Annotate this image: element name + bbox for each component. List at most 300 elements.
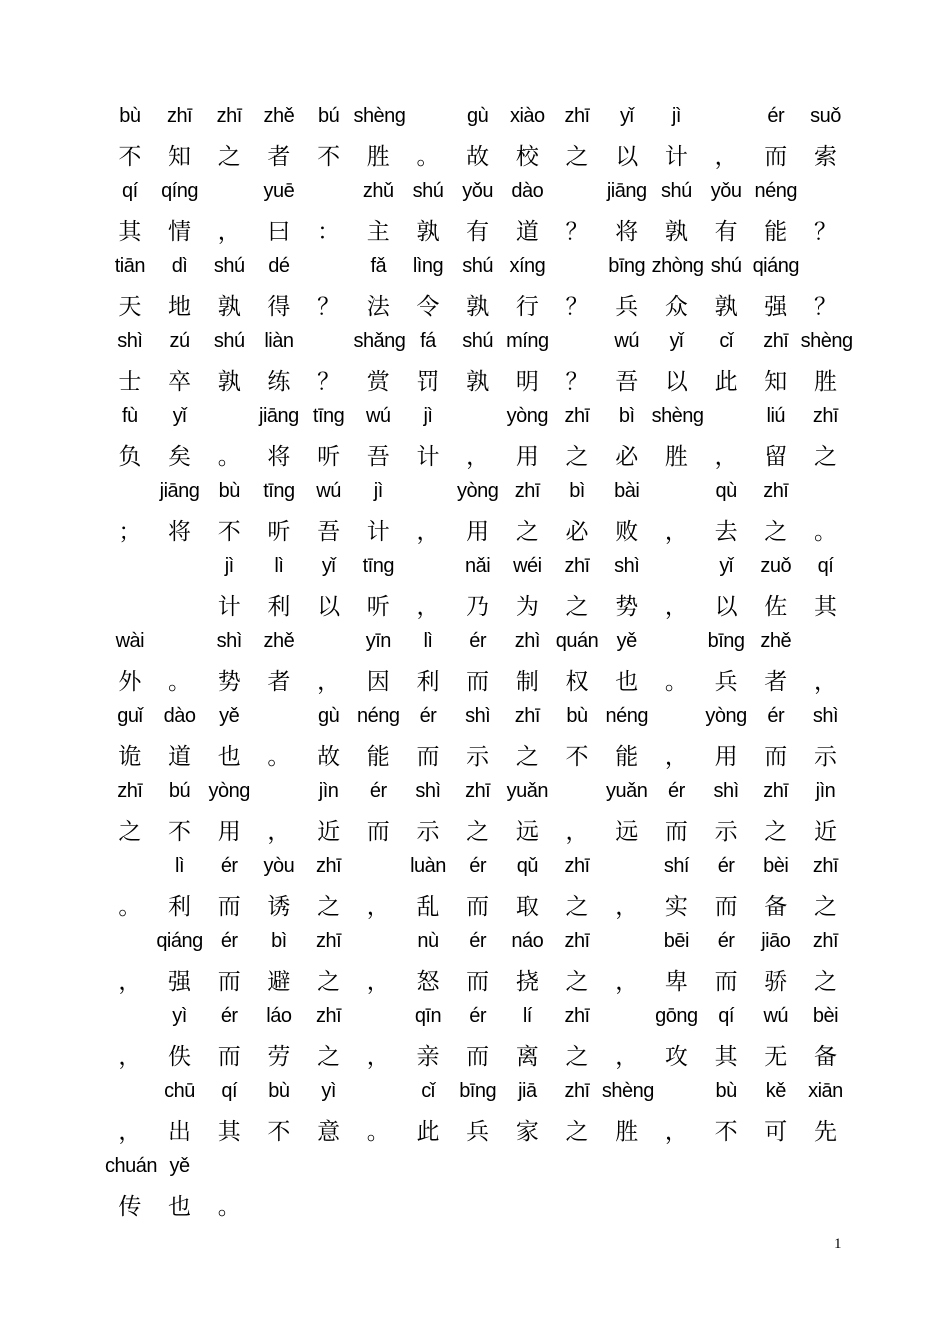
hanzi-character: 佐 (764, 593, 788, 620)
pinyin-syllable: jì (423, 405, 433, 428)
hanzi-character: 备 (813, 1043, 837, 1070)
hanzi-character: 将 (168, 518, 192, 545)
hanzi-character: ： (317, 218, 341, 245)
hanzi-character: 法 (366, 293, 390, 320)
hanzi-character: 以 (714, 593, 738, 620)
hanzi-character: 而 (714, 968, 738, 995)
pinyin-syllable: ér (469, 855, 487, 878)
hanzi-character: 之 (565, 1043, 589, 1070)
text-line (105, 98, 850, 173)
hanzi-character: 孰 (664, 218, 688, 245)
hanzi-character: 示 (813, 743, 837, 770)
hanzi-character: 士 (118, 368, 142, 395)
hanzi-character: 有 (466, 218, 490, 245)
text-line (105, 398, 850, 473)
hanzi-character: 道 (515, 218, 539, 245)
hanzi-character: 之 (317, 1043, 341, 1070)
pinyin-syllable: zhī (514, 705, 540, 728)
pinyin-row (105, 698, 850, 736)
pinyin-syllable: yě (616, 630, 637, 653)
hanzi-character: 矣 (168, 443, 192, 470)
pinyin-syllable: ér (469, 1005, 487, 1028)
pinyin-syllable: shú (710, 255, 742, 278)
pinyin-syllable: wú (614, 330, 639, 353)
hanzi-character: ， (118, 1118, 142, 1145)
hanzi-character: 诱 (267, 893, 291, 920)
hanzi-character: 以 (317, 593, 341, 620)
hanzi-character: 行 (515, 293, 539, 320)
hanzi-character: 。 (664, 668, 688, 695)
hanzi-character: 之 (217, 143, 241, 170)
hanzi-character: ， (217, 218, 241, 245)
pinyin-syllable: yuē (263, 180, 295, 203)
hanzi-character: 此 (714, 368, 738, 395)
pinyin-syllable: zhī (316, 930, 342, 953)
pinyin-syllable: bú (168, 780, 191, 803)
pinyin-syllable: shí (663, 855, 689, 878)
pinyin-row (105, 398, 850, 436)
hanzi-character: 之 (317, 893, 341, 920)
hanzi-character: 听 (267, 518, 291, 545)
pinyin-syllable: yòng (208, 780, 250, 803)
pinyin-syllable: xiào (509, 105, 545, 128)
pinyin-syllable: zhī (564, 555, 590, 578)
hanzi-character: 之 (813, 443, 837, 470)
hanzi-character: 示 (466, 743, 490, 770)
hanzi-character: ， (416, 593, 440, 620)
pinyin-syllable: bù (268, 1080, 290, 1103)
hanzi-character: ， (466, 443, 490, 470)
pinyin-syllable: jiāng (606, 180, 647, 203)
pinyin-row (105, 773, 850, 811)
hanzi-character: 校 (515, 143, 539, 170)
pinyin-syllable: yì (172, 1005, 187, 1028)
hanzi-character: 计 (664, 143, 688, 170)
hanzi-character: 而 (714, 893, 738, 920)
pinyin-syllable: yǐ (719, 555, 733, 578)
pinyin-syllable: lì (274, 555, 284, 578)
pinyin-syllable: fǎ (370, 255, 387, 278)
hanzi-character: 外 (118, 668, 142, 695)
hanzi-character: 地 (168, 293, 192, 320)
hanzi-character: 胜 (366, 143, 390, 170)
pinyin-syllable: bīng (707, 630, 745, 653)
hanzi-character: 令 (416, 293, 440, 320)
pinyin-syllable: néng (357, 705, 400, 728)
hanzi-character: ； (118, 518, 142, 545)
pinyin-syllable: tīng (362, 555, 394, 578)
pinyin-syllable: nǎi (465, 555, 491, 578)
pinyin-syllable: shú (412, 180, 444, 203)
pinyin-row (105, 1148, 850, 1186)
hanzi-character: 之 (764, 818, 788, 845)
pinyin-syllable: jì (373, 480, 383, 503)
hanzi-character: ， (615, 893, 639, 920)
pinyin-syllable: fù (122, 405, 138, 428)
hanzi-character: 之 (515, 743, 539, 770)
hanzi-character: 将 (615, 218, 639, 245)
hanzi-character: 而 (664, 818, 688, 845)
hanzi-character: 孰 (217, 368, 241, 395)
pinyin-syllable: zhī (564, 1005, 590, 1028)
pinyin-syllable: ér (717, 855, 735, 878)
hanzi-character: 避 (267, 968, 291, 995)
pinyin-syllable: zhī (564, 1080, 590, 1103)
hanzi-character: 天 (118, 293, 142, 320)
hanzi-row (105, 1186, 850, 1224)
pinyin-syllable: shú (213, 330, 245, 353)
pinyin-syllable: ér (220, 930, 238, 953)
hanzi-character: 胜 (813, 368, 837, 395)
pinyin-syllable: zhī (316, 855, 342, 878)
hanzi-character: 利 (416, 668, 440, 695)
text-line (105, 998, 850, 1073)
hanzi-character: 意 (317, 1118, 341, 1145)
hanzi-character: 能 (615, 743, 639, 770)
pinyin-syllable: luàn (410, 855, 446, 878)
hanzi-character: 不 (267, 1118, 291, 1145)
text-line (105, 848, 850, 923)
pinyin-syllable: shì (614, 555, 640, 578)
hanzi-character: 卑 (664, 968, 688, 995)
hanzi-character: 佚 (168, 1043, 192, 1070)
hanzi-character: 也 (217, 743, 241, 770)
hanzi-character: 此 (416, 1118, 440, 1145)
pinyin-syllable: shèng (353, 105, 406, 128)
pinyin-syllable: xíng (509, 255, 546, 278)
hanzi-character: ， (118, 1043, 142, 1070)
hanzi-character: 。 (217, 443, 241, 470)
hanzi-character: 孰 (416, 218, 440, 245)
hanzi-character: 情 (168, 218, 192, 245)
pinyin-row (105, 98, 850, 136)
hanzi-character: 练 (267, 368, 291, 395)
hanzi-character: ， (565, 818, 589, 845)
pinyin-row (105, 323, 853, 361)
pinyin-syllable: zhī (564, 930, 590, 953)
pinyin-syllable: zhī (812, 405, 839, 428)
hanzi-character: 而 (416, 743, 440, 770)
text-line (105, 698, 850, 773)
pinyin-syllable: dì (171, 255, 188, 278)
hanzi-character: 计 (416, 443, 440, 470)
pinyin-syllable: bì (569, 480, 585, 503)
pinyin-syllable: wú (365, 405, 391, 428)
hanzi-character: 不 (317, 143, 341, 170)
pinyin-syllable: shì (713, 780, 739, 803)
hanzi-character: 卒 (168, 368, 192, 395)
pinyin-row (105, 923, 850, 961)
text-line (105, 1073, 850, 1148)
pinyin-syllable: yě (169, 1155, 190, 1178)
hanzi-character: 主 (366, 218, 390, 245)
pinyin-syllable: bēi (663, 930, 689, 953)
hanzi-character: 不 (168, 818, 192, 845)
pinyin-syllable: bèi (812, 1005, 839, 1028)
pinyin-row (105, 623, 850, 661)
pinyin-syllable: nù (417, 930, 439, 953)
hanzi-row (105, 511, 850, 549)
pinyin-syllable: jiāo (761, 930, 791, 953)
pinyin-syllable: lìng (412, 255, 444, 278)
hanzi-character: 孰 (466, 293, 490, 320)
hanzi-character: 。 (813, 518, 837, 545)
pinyin-syllable: shèng (800, 330, 853, 353)
pinyin-syllable: zú (169, 330, 190, 353)
pinyin-syllable: zhī (812, 855, 839, 878)
pinyin-syllable: zhě (263, 630, 295, 653)
hanzi-character: 众 (664, 293, 688, 320)
hanzi-character: 也 (615, 668, 639, 695)
pinyin-syllable: wú (316, 480, 341, 503)
hanzi-character: 因 (366, 668, 390, 695)
hanzi-character: 之 (466, 818, 490, 845)
pinyin-syllable: gù (317, 705, 340, 728)
hanzi-character: 其 (813, 593, 837, 620)
hanzi-character: 家 (515, 1118, 539, 1145)
pinyin-syllable: zhī (514, 480, 540, 503)
pinyin-syllable: yuǎn (606, 780, 648, 803)
pinyin-syllable: ér (369, 780, 387, 803)
pinyin-syllable: jiāng (159, 480, 200, 503)
pinyin-syllable: ér (717, 930, 735, 953)
hanzi-character: 强 (168, 968, 192, 995)
hanzi-character: 者 (267, 668, 291, 695)
hanzi-row (105, 1036, 850, 1074)
hanzi-character: 备 (764, 893, 788, 920)
pinyin-syllable: cǐ (421, 1080, 435, 1103)
hanzi-character: 。 (168, 668, 192, 695)
pinyin-syllable: gù (467, 105, 489, 128)
pinyin-syllable: tiān (114, 255, 145, 278)
pinyin-syllable: jìn (815, 780, 836, 803)
hanzi-character: 。 (416, 143, 440, 170)
hanzi-row (105, 286, 850, 324)
hanzi-character: 孰 (714, 293, 738, 320)
hanzi-character: 示 (714, 818, 738, 845)
hanzi-character: 先 (813, 1118, 837, 1145)
hanzi-character: 明 (515, 368, 539, 395)
pinyin-syllable: yǐ (619, 105, 634, 128)
text-line (105, 323, 853, 398)
pinyin-row (105, 1073, 850, 1111)
pinyin-syllable: jìn (318, 780, 339, 803)
hanzi-character: ， (267, 818, 291, 845)
hanzi-character: ， (813, 668, 837, 695)
hanzi-character: 为 (515, 593, 539, 620)
pinyin-syllable: zhě (760, 630, 792, 653)
pinyin-syllable: liàn (264, 330, 294, 353)
pinyin-syllable: guǐ (117, 705, 143, 728)
hanzi-character: 计 (217, 593, 241, 620)
pinyin-row (105, 548, 850, 586)
text-line (105, 1148, 850, 1223)
pinyin-syllable: tīng (263, 480, 295, 503)
hanzi-character: ， (118, 968, 142, 995)
pinyin-syllable: shú (213, 255, 245, 278)
pinyin-syllable: dào (511, 180, 544, 203)
pinyin-row (105, 173, 850, 211)
pinyin-syllable: wéi (513, 555, 542, 578)
pinyin-syllable: néng (754, 180, 798, 203)
hanzi-character: 劳 (267, 1043, 291, 1070)
hanzi-row (105, 961, 850, 999)
pinyin-syllable: zhī (763, 780, 789, 803)
pinyin-syllable: cǐ (719, 330, 733, 353)
pinyin-syllable: zhī (763, 480, 789, 503)
hanzi-character: ？ (565, 293, 589, 320)
hanzi-character: 之 (565, 1118, 589, 1145)
pinyin-syllable: dào (163, 705, 196, 728)
pinyin-syllable: zhǔ (362, 180, 394, 203)
pinyin-syllable: zhì (514, 630, 540, 653)
hanzi-character: ， (664, 743, 688, 770)
pinyin-syllable: zhī (216, 105, 242, 128)
hanzi-character: ， (664, 1118, 688, 1145)
hanzi-character: 之 (565, 443, 589, 470)
pinyin-syllable: kě (765, 1080, 786, 1103)
hanzi-character: 。 (118, 893, 142, 920)
pinyin-syllable: jiāng (259, 405, 299, 428)
hanzi-character: 远 (615, 818, 639, 845)
hanzi-character: 。 (217, 1193, 241, 1220)
hanzi-character: 用 (466, 518, 490, 545)
hanzi-character: 知 (764, 368, 788, 395)
hanzi-character: 以 (615, 143, 639, 170)
hanzi-character: 能 (764, 218, 788, 245)
hanzi-character: 权 (565, 668, 589, 695)
hanzi-character: 而 (466, 1043, 490, 1070)
hanzi-character: ， (317, 668, 341, 695)
hanzi-character: 能 (366, 743, 390, 770)
hanzi-character: 故 (317, 743, 341, 770)
pinyin-syllable: bù (119, 105, 141, 128)
pinyin-syllable: yòng (506, 405, 549, 428)
pinyin-syllable: zuǒ (760, 555, 792, 578)
page-number: 1 (834, 1236, 842, 1252)
hanzi-character: 孰 (217, 293, 241, 320)
hanzi-row (105, 436, 850, 474)
hanzi-character: 远 (515, 818, 539, 845)
hanzi-character: 无 (764, 1043, 788, 1070)
hanzi-character: 败 (615, 518, 639, 545)
hanzi-character: 而 (764, 143, 788, 170)
pinyin-syllable: náo (511, 930, 544, 953)
hanzi-character: 听 (366, 593, 390, 620)
hanzi-character: 之 (515, 518, 539, 545)
text-line (105, 473, 850, 548)
hanzi-character: 而 (217, 968, 241, 995)
hanzi-character: 吾 (615, 368, 639, 395)
hanzi-character: 之 (813, 968, 837, 995)
hanzi-character: ？ (565, 368, 589, 395)
pinyin-syllable: shèng (601, 1080, 654, 1103)
pinyin-syllable: bù (218, 480, 240, 503)
hanzi-character: ， (615, 1043, 639, 1070)
hanzi-character: 道 (168, 743, 192, 770)
hanzi-row (105, 1111, 850, 1149)
pinyin-syllable: lì (175, 855, 185, 878)
pinyin-syllable: wài (115, 630, 145, 653)
hanzi-character: ？ (813, 218, 837, 245)
hanzi-character: 罚 (416, 368, 440, 395)
hanzi-character: 近 (317, 818, 341, 845)
hanzi-character: 曰 (267, 218, 291, 245)
pinyin-syllable: ér (668, 780, 685, 803)
hanzi-character: 不 (714, 1118, 738, 1145)
pinyin-syllable: qí (221, 1080, 238, 1103)
hanzi-character: 孰 (466, 368, 490, 395)
pinyin-syllable: lì (423, 630, 433, 653)
pinyin-row (105, 848, 850, 886)
hanzi-character: ， (366, 893, 390, 920)
hanzi-character: ？ (813, 293, 837, 320)
hanzi-character: 听 (317, 443, 341, 470)
text-line (105, 548, 850, 623)
hanzi-row (105, 136, 850, 174)
pinyin-syllable: shǎng (353, 330, 406, 353)
pinyin-syllable: shì (415, 780, 441, 803)
hanzi-character: 而 (217, 1043, 241, 1070)
pinyin-syllable: shú (462, 330, 494, 353)
hanzi-character: 亲 (416, 1043, 440, 1070)
pinyin-syllable: yǐ (321, 555, 336, 578)
annotated-text-block (105, 98, 853, 1223)
hanzi-character: 。 (366, 1118, 390, 1145)
hanzi-character: 其 (118, 218, 142, 245)
pinyin-syllable: shì (812, 705, 839, 728)
text-line (105, 623, 850, 698)
hanzi-character: 而 (466, 968, 490, 995)
hanzi-character: 胜 (615, 1118, 639, 1145)
hanzi-character: 赏 (366, 368, 390, 395)
pinyin-syllable: bèi (763, 855, 789, 878)
pinyin-row (105, 248, 850, 286)
pinyin-syllable: bì (271, 930, 287, 953)
hanzi-character: 制 (515, 668, 539, 695)
pinyin-syllable: jiā (518, 1080, 537, 1103)
hanzi-character: 故 (466, 143, 490, 170)
hanzi-character: 其 (217, 1118, 241, 1145)
hanzi-character: 留 (764, 443, 788, 470)
hanzi-character: 乱 (416, 893, 440, 920)
pinyin-syllable: yòu (263, 855, 295, 878)
hanzi-character: 骄 (764, 968, 788, 995)
hanzi-character: 传 (118, 1193, 142, 1220)
hanzi-character: 以 (664, 368, 688, 395)
hanzi-character: 不 (565, 743, 589, 770)
hanzi-character: 有 (714, 218, 738, 245)
pinyin-syllable: yǒu (710, 180, 742, 203)
hanzi-character: ， (664, 593, 688, 620)
hanzi-character: 诡 (118, 743, 142, 770)
hanzi-character: ？ (565, 218, 589, 245)
hanzi-character: 示 (416, 818, 440, 845)
text-line (105, 173, 850, 248)
pinyin-syllable: shú (462, 255, 494, 278)
pinyin-syllable: ér (767, 105, 785, 128)
pinyin-syllable: zhě (263, 105, 295, 128)
hanzi-character: 之 (565, 593, 589, 620)
hanzi-character: 可 (764, 1118, 788, 1145)
pinyin-syllable: xiān (808, 1080, 843, 1103)
hanzi-character: 势 (217, 668, 241, 695)
hanzi-row (105, 886, 850, 924)
hanzi-character: 者 (764, 668, 788, 695)
pinyin-syllable: ér (419, 705, 437, 728)
hanzi-character: 利 (168, 893, 192, 920)
pinyin-syllable: ér (469, 930, 487, 953)
